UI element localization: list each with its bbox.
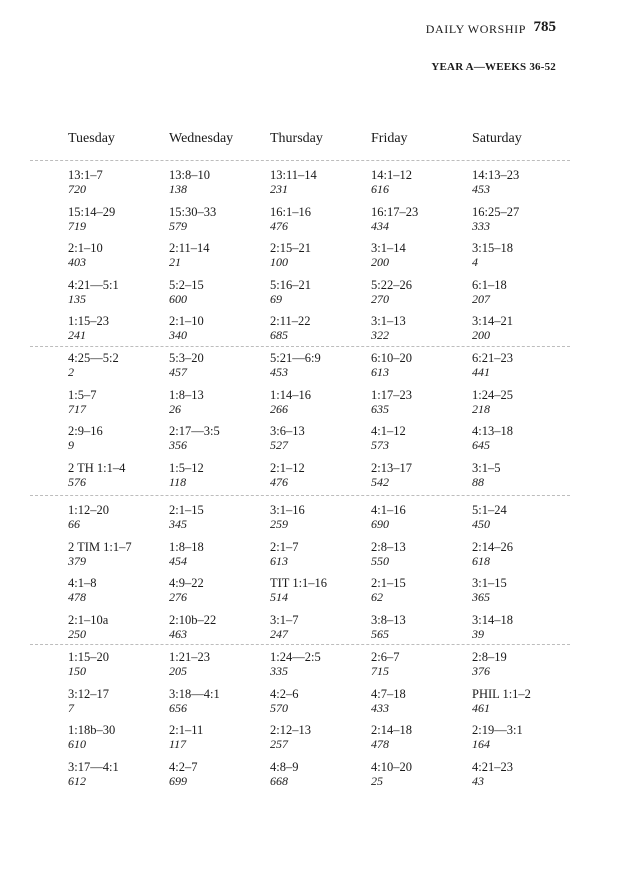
scripture-reference: 2:19—3:1 bbox=[472, 723, 523, 737]
scripture-reference: 4:10–20 bbox=[371, 759, 412, 774]
scripture-reference: 1:14–16 bbox=[270, 387, 311, 402]
page-reference: 345 bbox=[169, 517, 187, 531]
reading-cell bbox=[472, 241, 582, 278]
page-reference: 579 bbox=[169, 218, 187, 233]
scripture-reference: 6:1–18 bbox=[472, 277, 507, 292]
page-reference: 100 bbox=[270, 255, 288, 269]
scripture-reference: 2:14–26 bbox=[472, 539, 513, 554]
page-reference: 21 bbox=[169, 255, 181, 269]
page-reference: 247 bbox=[270, 626, 288, 641]
column-header-friday: Friday bbox=[371, 131, 408, 146]
page-reference: 340 bbox=[169, 328, 187, 342]
scripture-reference: 3:1–13 bbox=[371, 314, 406, 328]
reading-row bbox=[68, 424, 588, 461]
page-reference: 720 bbox=[68, 182, 86, 196]
reading-cell bbox=[371, 205, 472, 242]
reading-cell bbox=[68, 723, 169, 760]
page-reference: 514 bbox=[270, 590, 288, 604]
reading-cell bbox=[472, 278, 582, 315]
reading-cell bbox=[472, 760, 582, 797]
scripture-reference: 3:12–17 bbox=[68, 686, 109, 701]
scripture-reference: 1:17–23 bbox=[371, 387, 412, 402]
scripture-reference: 14:1–12 bbox=[371, 168, 412, 182]
page-reference: 376 bbox=[472, 664, 490, 678]
reading-cell bbox=[68, 687, 169, 724]
scripture-reference: 3:14–18 bbox=[472, 612, 513, 627]
page-reference: 610 bbox=[68, 737, 86, 751]
scripture-reference: 3:1–14 bbox=[371, 241, 406, 255]
page-reference: 457 bbox=[169, 365, 187, 379]
reading-cell bbox=[270, 576, 371, 613]
page-reference: 699 bbox=[169, 773, 187, 788]
page-reference: 565 bbox=[371, 626, 389, 641]
scripture-reference: 2:1–10a bbox=[68, 612, 109, 627]
page-reference: 478 bbox=[371, 737, 389, 751]
scripture-reference: 15:14–29 bbox=[68, 204, 116, 219]
page-reference: 573 bbox=[371, 438, 389, 452]
scripture-reference: 3:1–5 bbox=[472, 460, 501, 475]
page-reference: 476 bbox=[270, 474, 288, 489]
page-reference: 613 bbox=[371, 365, 389, 379]
page-reference: 454 bbox=[169, 553, 187, 568]
reading-row bbox=[68, 278, 588, 315]
running-title: DAILY WORSHIP bbox=[425, 22, 526, 36]
reading-cell bbox=[169, 503, 270, 540]
reading-cell bbox=[68, 424, 169, 461]
reading-cell bbox=[68, 576, 169, 613]
page-reference: 266 bbox=[270, 401, 288, 416]
reading-cell bbox=[270, 424, 371, 461]
scripture-reference: 3:17—4:1 bbox=[68, 759, 119, 774]
reading-cell bbox=[68, 241, 169, 278]
scripture-reference: 13:1–7 bbox=[68, 168, 103, 182]
reading-row bbox=[68, 461, 588, 498]
divider bbox=[30, 346, 570, 347]
page-reference: 719 bbox=[68, 218, 86, 233]
reading-cell bbox=[371, 576, 472, 613]
reading-row bbox=[68, 760, 588, 797]
page-reference: 668 bbox=[270, 773, 288, 788]
page-reference: 88 bbox=[472, 474, 484, 489]
page-reference: 715 bbox=[371, 664, 389, 678]
scripture-reference: 3:6–13 bbox=[270, 424, 305, 438]
page-reference: 62 bbox=[371, 590, 383, 604]
reading-cell bbox=[169, 205, 270, 242]
page-reference: 9 bbox=[68, 438, 74, 452]
reading-row bbox=[68, 650, 588, 687]
page-reference: 259 bbox=[270, 517, 288, 531]
page-reference: 138 bbox=[169, 182, 187, 196]
reading-cell bbox=[270, 723, 371, 760]
column-header-wednesday: Wednesday bbox=[169, 131, 234, 146]
column-header-tuesday: Tuesday bbox=[68, 131, 115, 146]
page-reference: 117 bbox=[169, 737, 187, 751]
reading-cell bbox=[68, 351, 169, 388]
reading-row bbox=[68, 723, 588, 760]
page-reference: 461 bbox=[472, 700, 490, 715]
divider bbox=[30, 495, 570, 496]
scripture-reference: 2:1–15 bbox=[371, 576, 406, 590]
scripture-reference: 2:1–11 bbox=[169, 723, 204, 737]
scripture-reference: 2:1–10 bbox=[169, 314, 204, 328]
page-reference: 542 bbox=[371, 474, 389, 489]
reading-cell bbox=[371, 241, 472, 278]
reading-cell bbox=[169, 687, 270, 724]
scripture-reference: 4:2–6 bbox=[270, 686, 299, 701]
reading-cell bbox=[68, 205, 169, 242]
reading-cell bbox=[472, 388, 582, 425]
scripture-reference: 4:8–9 bbox=[270, 759, 299, 774]
scripture-reference: 3:18—4:1 bbox=[169, 686, 220, 701]
reading-cell bbox=[270, 241, 371, 278]
page-reference: 322 bbox=[371, 328, 389, 342]
page-reference: 66 bbox=[68, 517, 80, 531]
scripture-reference: 2:11–22 bbox=[270, 314, 311, 328]
scripture-reference: 13:8–10 bbox=[169, 168, 210, 182]
page-reference: 276 bbox=[169, 590, 187, 604]
reading-cell bbox=[371, 168, 472, 205]
scripture-reference: 3:14–21 bbox=[472, 314, 513, 328]
page-reference: 200 bbox=[472, 328, 490, 342]
page-reference: 618 bbox=[472, 553, 490, 568]
page-reference: 356 bbox=[169, 438, 187, 452]
reading-cell bbox=[169, 650, 270, 687]
page-reference: 527 bbox=[270, 438, 288, 452]
page-reference: 612 bbox=[68, 773, 86, 788]
page-reference: 257 bbox=[270, 737, 288, 751]
scripture-reference: 2:9–16 bbox=[68, 424, 103, 438]
reading-cell bbox=[472, 351, 582, 388]
reading-cell bbox=[68, 503, 169, 540]
scripture-reference: 5:21—6:9 bbox=[270, 351, 321, 365]
reading-cell bbox=[371, 351, 472, 388]
scripture-reference: 2:1–12 bbox=[270, 460, 305, 475]
reading-cell bbox=[270, 168, 371, 205]
scripture-reference: 4:2–7 bbox=[169, 759, 198, 774]
page-reference: 25 bbox=[371, 773, 383, 788]
scripture-reference: 2:15–21 bbox=[270, 241, 311, 255]
page-reference: 250 bbox=[68, 626, 86, 641]
reading-cell bbox=[68, 278, 169, 315]
reading-cell bbox=[371, 503, 472, 540]
column-headers bbox=[68, 131, 588, 147]
page-reference: 450 bbox=[472, 517, 490, 531]
reading-block bbox=[68, 351, 588, 497]
page-reference: 645 bbox=[472, 438, 490, 452]
page-reference: 205 bbox=[169, 664, 187, 678]
reading-cell bbox=[371, 540, 472, 577]
scripture-reference: 2 TH 1:1–4 bbox=[68, 460, 126, 475]
scripture-reference: 1:15–23 bbox=[68, 314, 109, 328]
reading-row bbox=[68, 503, 588, 540]
scripture-reference: 1:15–20 bbox=[68, 650, 109, 664]
reading-cell bbox=[270, 650, 371, 687]
column-header-saturday: Saturday bbox=[472, 131, 522, 146]
scripture-reference: 4:21—5:1 bbox=[68, 277, 119, 292]
page-reference: 453 bbox=[472, 182, 490, 196]
page-reference: 200 bbox=[371, 255, 389, 269]
reading-cell bbox=[68, 388, 169, 425]
page-reference: 379 bbox=[68, 553, 86, 568]
reading-cell bbox=[472, 723, 582, 760]
page-reference: 39 bbox=[472, 626, 484, 641]
page-subtitle: YEAR A—WEEKS 36-52 bbox=[431, 61, 556, 73]
scripture-reference: 13:11–14 bbox=[270, 168, 317, 182]
reading-cell bbox=[68, 540, 169, 577]
reading-cell bbox=[68, 760, 169, 797]
scripture-reference: 5:3–20 bbox=[169, 351, 204, 365]
scripture-reference: 2:1–10 bbox=[68, 241, 103, 255]
reading-cell bbox=[169, 540, 270, 577]
reading-cell bbox=[68, 461, 169, 498]
scripture-reference: 2:12–13 bbox=[270, 723, 311, 737]
page-number: 785 bbox=[533, 19, 556, 35]
reading-row bbox=[68, 687, 588, 724]
page-reference: 69 bbox=[270, 291, 282, 306]
scripture-reference: 3:8–13 bbox=[371, 612, 406, 627]
scripture-reference: 1:5–7 bbox=[68, 387, 97, 402]
reading-cell bbox=[270, 278, 371, 315]
reading-cell bbox=[169, 168, 270, 205]
scripture-reference: 2:1–7 bbox=[270, 539, 299, 554]
reading-cell bbox=[371, 461, 472, 498]
reading-cell bbox=[169, 424, 270, 461]
reading-row bbox=[68, 241, 588, 278]
scripture-reference: 5:1–24 bbox=[472, 503, 507, 517]
reading-row bbox=[68, 168, 588, 205]
page-reference: 478 bbox=[68, 590, 86, 604]
page-reference: 2 bbox=[68, 365, 74, 379]
reading-cell bbox=[472, 503, 582, 540]
page-reference: 453 bbox=[270, 365, 288, 379]
page-reference: 43 bbox=[472, 773, 484, 788]
reading-cell bbox=[270, 687, 371, 724]
divider bbox=[30, 160, 570, 161]
reading-cell bbox=[270, 351, 371, 388]
reading-cell bbox=[270, 540, 371, 577]
reading-cell bbox=[169, 351, 270, 388]
reading-row bbox=[68, 351, 588, 388]
scripture-reference: 4:1–8 bbox=[68, 576, 97, 590]
scripture-reference: 3:1–16 bbox=[270, 503, 305, 517]
reading-cell bbox=[371, 278, 472, 315]
scripture-reference: 4:1–12 bbox=[371, 424, 406, 438]
reading-cell bbox=[371, 388, 472, 425]
page-reference: 135 bbox=[68, 291, 86, 306]
page-reference: 403 bbox=[68, 255, 86, 269]
scripture-reference: 3:1–15 bbox=[472, 576, 507, 590]
scripture-reference: 16:1–16 bbox=[270, 204, 311, 219]
scripture-reference: 16:17–23 bbox=[371, 204, 419, 219]
reading-cell bbox=[371, 650, 472, 687]
reading-cell bbox=[472, 461, 582, 498]
divider bbox=[30, 644, 570, 645]
scripture-reference: 5:22–26 bbox=[371, 277, 412, 292]
page-reference: 335 bbox=[270, 664, 288, 678]
reading-row bbox=[68, 205, 588, 242]
reading-cell bbox=[270, 205, 371, 242]
reading-cell bbox=[472, 687, 582, 724]
page-reference: 656 bbox=[169, 700, 187, 715]
page-reference: 635 bbox=[371, 401, 389, 416]
page-reference: 164 bbox=[472, 737, 490, 751]
reading-cell bbox=[371, 424, 472, 461]
reading-cell bbox=[169, 461, 270, 498]
page-reference: 613 bbox=[270, 553, 288, 568]
scripture-reference: 1:24–25 bbox=[472, 387, 513, 402]
page-reference: 616 bbox=[371, 182, 389, 196]
page-reference: 26 bbox=[169, 401, 181, 416]
scripture-reference: 1:12–20 bbox=[68, 503, 109, 517]
page-reference: 576 bbox=[68, 474, 86, 489]
scripture-reference: 5:16–21 bbox=[270, 277, 311, 292]
reading-cell bbox=[371, 760, 472, 797]
reading-cell bbox=[270, 461, 371, 498]
scripture-reference: 1:5–12 bbox=[169, 460, 204, 475]
page-reference: 550 bbox=[371, 553, 389, 568]
page-reference: 433 bbox=[371, 700, 389, 715]
reading-row bbox=[68, 540, 588, 577]
page-reference: 241 bbox=[68, 328, 86, 342]
reading-cell bbox=[270, 388, 371, 425]
page-reference: 218 bbox=[472, 401, 490, 416]
page-reference: 365 bbox=[472, 590, 490, 604]
reading-cell bbox=[169, 241, 270, 278]
reading-cell bbox=[472, 540, 582, 577]
scripture-reference: 4:25—5:2 bbox=[68, 351, 119, 365]
scripture-reference: 2:13–17 bbox=[371, 460, 412, 475]
reading-cell bbox=[169, 576, 270, 613]
reading-row bbox=[68, 576, 588, 613]
scripture-reference: 5:2–15 bbox=[169, 277, 204, 292]
scripture-reference: 2:17—3:5 bbox=[169, 424, 220, 438]
page-reference: 7 bbox=[68, 700, 74, 715]
reading-block bbox=[68, 650, 588, 796]
reading-cell bbox=[472, 168, 582, 205]
reading-cell bbox=[169, 760, 270, 797]
reading-block bbox=[68, 168, 588, 351]
scripture-reference: 1:24—2:5 bbox=[270, 650, 321, 664]
scripture-reference: 14:13–23 bbox=[472, 168, 520, 182]
scripture-reference: 2:14–18 bbox=[371, 723, 412, 737]
scripture-reference: 1:18b–30 bbox=[68, 723, 116, 737]
scripture-reference: 3:15–18 bbox=[472, 241, 513, 255]
scripture-reference: 15:30–33 bbox=[169, 204, 217, 219]
page-reference: 333 bbox=[472, 218, 490, 233]
scripture-reference: 4:21–23 bbox=[472, 759, 513, 774]
page-reference: 4 bbox=[472, 255, 478, 269]
scripture-reference: 2:6–7 bbox=[371, 650, 400, 664]
reading-cell bbox=[371, 723, 472, 760]
reading-cell bbox=[68, 168, 169, 205]
scripture-reference: 1:8–18 bbox=[169, 539, 204, 554]
reading-cell bbox=[472, 650, 582, 687]
reading-cell bbox=[68, 650, 169, 687]
reading-cell bbox=[472, 205, 582, 242]
scripture-reference: TIT 1:1–16 bbox=[270, 576, 328, 590]
page-reference: 231 bbox=[270, 182, 288, 196]
reading-cell bbox=[472, 576, 582, 613]
reading-cell bbox=[270, 760, 371, 797]
scripture-reference: 2:10b–22 bbox=[169, 612, 217, 627]
page-reference: 717 bbox=[68, 401, 86, 416]
scripture-reference: 4:13–18 bbox=[472, 424, 513, 438]
scripture-reference: 2 TIM 1:1–7 bbox=[68, 539, 132, 554]
reading-block bbox=[68, 503, 588, 649]
scripture-reference: 1:8–13 bbox=[169, 387, 204, 402]
reading-cell bbox=[169, 388, 270, 425]
scripture-reference: PHIL 1:1–2 bbox=[472, 686, 531, 701]
page-reference: 600 bbox=[169, 291, 187, 306]
scripture-reference: 2:1–15 bbox=[169, 503, 204, 517]
scripture-reference: 1:21–23 bbox=[169, 650, 210, 664]
page-reference: 270 bbox=[371, 291, 389, 306]
page-reference: 463 bbox=[169, 626, 187, 641]
column-header-thursday: Thursday bbox=[270, 131, 323, 146]
page-reference: 685 bbox=[270, 328, 288, 342]
page-reference: 150 bbox=[68, 664, 86, 678]
page-reference: 207 bbox=[472, 291, 490, 306]
scripture-reference: 2:8–13 bbox=[371, 539, 406, 554]
page-reference: 476 bbox=[270, 218, 288, 233]
scripture-reference: 2:11–14 bbox=[169, 241, 210, 255]
reading-cell bbox=[169, 278, 270, 315]
scripture-reference: 6:10–20 bbox=[371, 351, 412, 365]
page-reference: 434 bbox=[371, 218, 389, 233]
scripture-reference: 3:1–7 bbox=[270, 612, 299, 627]
scripture-reference: 4:7–18 bbox=[371, 686, 406, 701]
page-reference: 118 bbox=[169, 474, 187, 489]
scripture-reference: 4:9–22 bbox=[169, 576, 204, 590]
reading-row bbox=[68, 388, 588, 425]
reading-cell bbox=[371, 687, 472, 724]
scripture-reference: 16:25–27 bbox=[472, 204, 520, 219]
reading-cell bbox=[169, 723, 270, 760]
page-reference: 570 bbox=[270, 700, 288, 715]
reading-cell bbox=[472, 424, 582, 461]
page-reference: 690 bbox=[371, 517, 389, 531]
page-reference: 441 bbox=[472, 365, 490, 379]
reading-cell bbox=[270, 503, 371, 540]
scripture-reference: 4:1–16 bbox=[371, 503, 406, 517]
scripture-reference: 2:8–19 bbox=[472, 650, 507, 664]
scripture-reference: 6:21–23 bbox=[472, 351, 513, 365]
